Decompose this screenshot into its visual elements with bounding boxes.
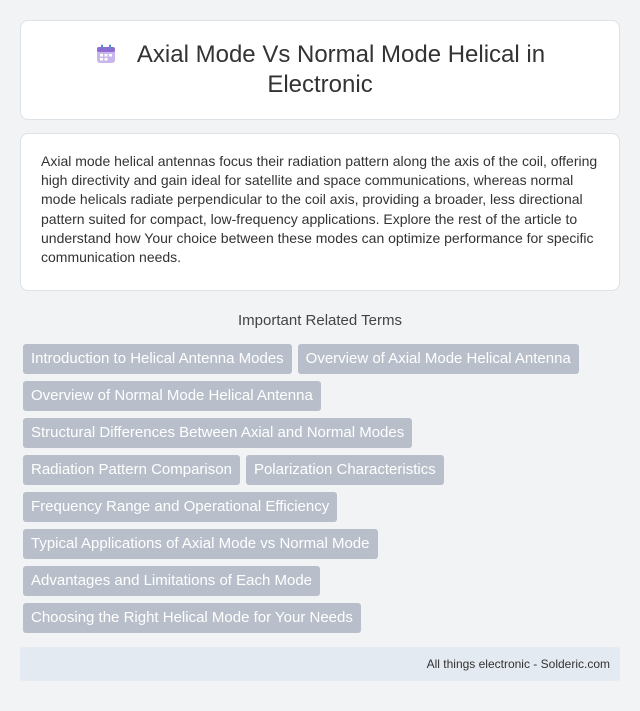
- page-title: [50, 40, 590, 100]
- term-tag[interactable]: Frequency Range and Operational Efficiency: [23, 492, 337, 522]
- term-tag[interactable]: Advantages and Limitations of Each Mode: [23, 566, 320, 596]
- summary-card: [20, 133, 620, 291]
- page-title-text: Axial Mode Vs Normal Mode Helical in Electronic: [136, 41, 546, 98]
- related-terms-list: [23, 344, 623, 640]
- term-tag[interactable]: Overview of Axial Mode Helical Antenna: [298, 344, 579, 374]
- term-tag[interactable]: Choosing the Right Helical Mode for Your Needs: [23, 603, 361, 633]
- footer-credit: All things electronic - Solderic.com: [426, 657, 610, 671]
- term-tag[interactable]: Radiation Pattern Comparison: [23, 455, 240, 485]
- header-card: [20, 20, 620, 120]
- term-tag[interactable]: Overview of Normal Mode Helical Antenna: [23, 381, 321, 411]
- term-tag[interactable]: Typical Applications of Axial Mode vs Normal Mode: [23, 529, 378, 559]
- calendar-icon: [95, 43, 117, 65]
- summary-text: Axial mode helical antennas focus their radiation pattern along the axis of the coil, offering high directivity and gain ideal for satellite and space communications, whereas normal mode helicals radiate perpendicular to the coil axis, providing a broader, less directional pattern suited for compact, low-frequency applications. Explore the rest of the article to understand how Your choice between these modes can optimize performance for specific communication needs.: [41, 153, 598, 266]
- related-terms-heading: Important Related Terms: [238, 312, 402, 329]
- term-tag[interactable]: Introduction to Helical Antenna Modes: [23, 344, 292, 374]
- footer: [20, 647, 620, 681]
- term-tag[interactable]: Polarization Characteristics: [246, 455, 444, 485]
- term-tag[interactable]: Structural Differences Between Axial and Normal Modes: [23, 418, 412, 448]
